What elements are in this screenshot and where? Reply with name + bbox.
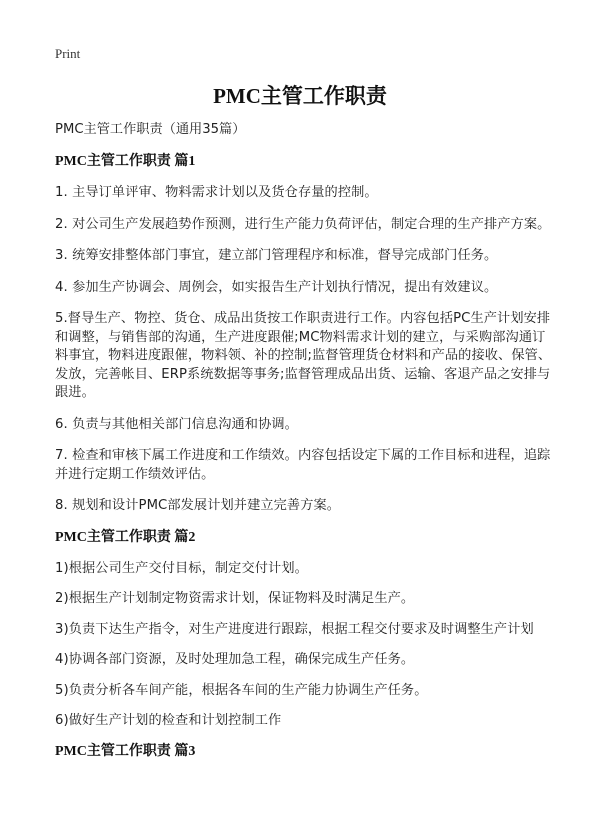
list-item: 1)根据公司生产交付目标，制定交付计划。 bbox=[55, 560, 308, 576]
list-item: 4. 参加生产协调会、周例会，如实报告生产计划执行情况，提出有效建议。 bbox=[55, 279, 498, 295]
list-item: 6. 负责与其他相关部门信息沟通和协调。 bbox=[55, 416, 298, 432]
section-2 bbox=[55, 529, 555, 731]
list-item: 3)负责下达生产指令，对生产进度进行跟踪，根据工程交付要求及时调整生产计划 bbox=[55, 621, 534, 637]
section-1 bbox=[55, 153, 555, 516]
print-label: Print bbox=[55, 46, 81, 61]
list-item: 5.督导生产、物控、货仓、成品出货按工作职责进行工作。内容包括PC生产计划安排和调整，与销售部的沟通，生产进度跟催;MC物料需求计划的建立，与采购部沟通订料事宜，物料进度跟催，物料领、补的控制;监督管理货仓材料和产品的接收、保管、发放，完善帐目、ERP系统数据等事务;监督管理成品出货、运输、客退产品之安排与跟进。 bbox=[55, 311, 552, 400]
section-heading: PMC主管工作职责 篇2 bbox=[55, 529, 196, 545]
document-subtitle: PMC主管工作职责（通用35篇） bbox=[55, 122, 246, 137]
list-item: 2. 对公司生产发展趋势作预测，进行生产能力负荷评估，制定合理的生产排产方案。 bbox=[55, 216, 551, 232]
section-heading: PMC主管工作职责 篇3 bbox=[55, 743, 196, 759]
section-heading: PMC主管工作职责 篇1 bbox=[55, 154, 196, 169]
document-body bbox=[55, 121, 555, 774]
list-item: 7. 检查和审核下属工作进度和工作绩效。内容包括设定下属的工作目标和进程，追踪并进行定期工作绩效评估。 bbox=[55, 448, 551, 482]
list-item: 5)负责分析各车间产能，根据各车间的生产能力协调生产任务。 bbox=[55, 682, 428, 698]
list-item: 6)做好生产计划的检查和计划控制工作 bbox=[55, 713, 282, 728]
list-item: 8. 规划和设计PMC部发展计划并建立完善方案。 bbox=[55, 498, 341, 513]
section-3 bbox=[55, 743, 555, 761]
list-item: 4)协调各部门资源，及时处理加急工程，确保完成生产任务。 bbox=[55, 652, 415, 667]
page-title: PMC主管工作职责 bbox=[213, 84, 387, 108]
list-item: 3. 统筹安排整体部门事宜，建立部门管理程序和标准，督导完成部门任务。 bbox=[55, 248, 498, 263]
list-item: 2)根据生产计划制定物资需求计划，保证物料及时满足生产。 bbox=[55, 591, 415, 606]
list-item: 1. 主导订单评审、物料需求计划以及货仓存量的控制。 bbox=[55, 185, 378, 200]
